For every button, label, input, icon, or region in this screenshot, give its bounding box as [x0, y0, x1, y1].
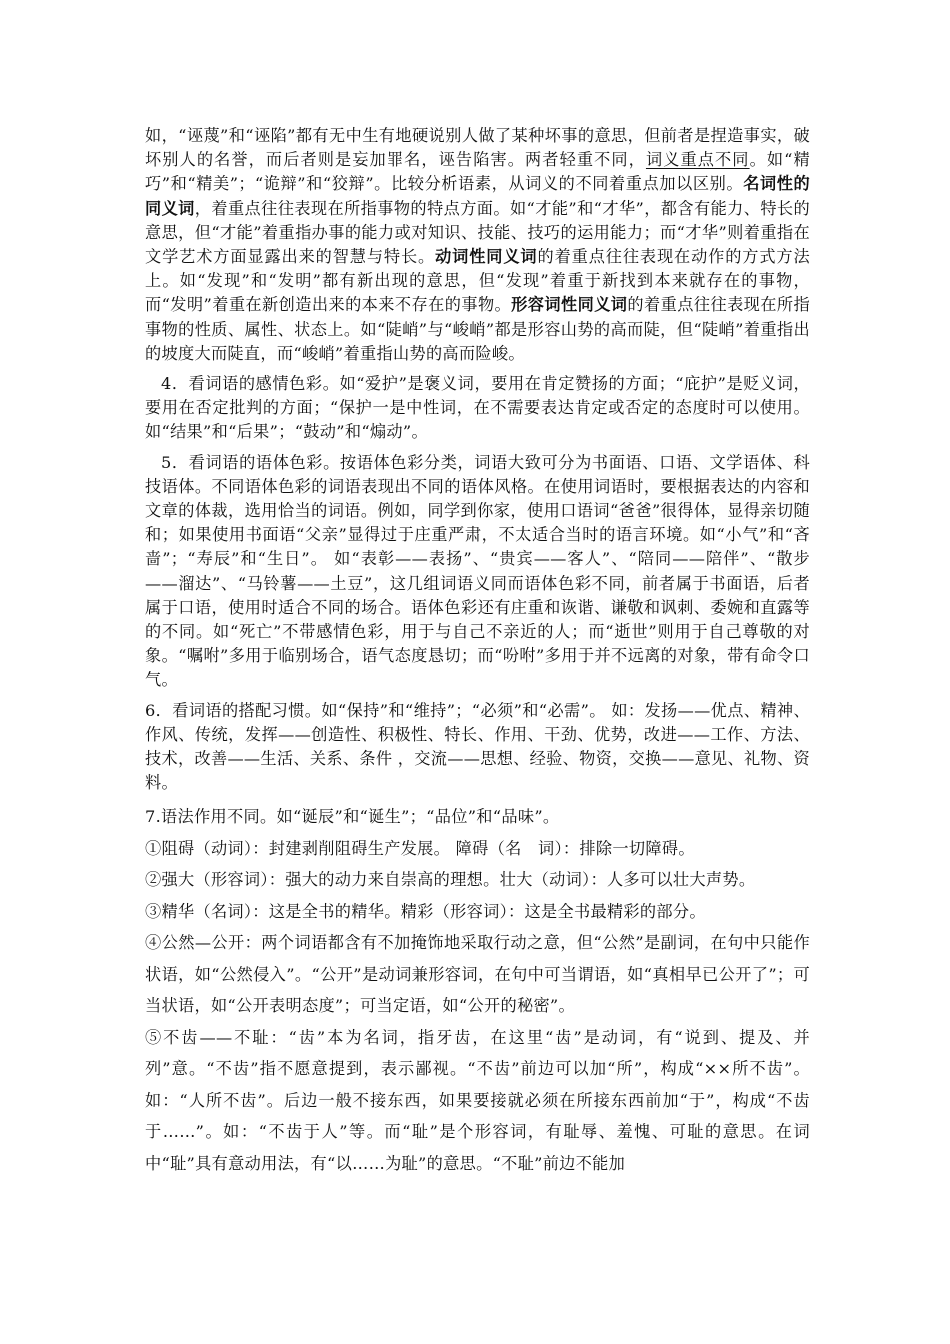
bold-term-verb: 动词性同义词 [435, 247, 538, 267]
list-item-2: ②强大（形容词）：强大的动力来自崇高的理想。壮大（动词）：人多可以壮大声势。 [145, 870, 756, 890]
paragraph-collocation: 6．看词语的搭配习惯。如“保持”和“维持”；“必须”和“必需”。 如：发扬——优点、精神、作风、传统，发挥——创造性、积极性、特长、作用、干劲、优势，改进——工作、方法、技术，改善——生活、关系、条件 ，交流——思想、经验、物资，交换——意见、礼物、资料。 [145, 700, 810, 793]
paragraph-register-color: 5．看词语的语体色彩。按语体色彩分类，词语大致可分为书面语、口语、文学语体、科技语体。不同语体色彩的词语表现出不同的语体风格。在使用词语时，要根据表达的内容和文章的体裁，选用恰当的词语。例如，同学到你家，使用口语词“爸爸”很得体，显得亲切随和；如果使用书面语“父亲”显得过于庄重严肃，不太适合当时的语言环境。如“小气”和“吝啬”；“寿辰”和“生日”。 如“表彰——表扬”、“贵宾——客人”、“陪同——陪伴”、“散步——溜达”、“马铃薯——土豆”，这几组词语义同而语体色彩不同，前者属于书面语，后者属于口语，使用时适合不同的场合。语体色彩还有庄重和诙谐、谦敬和讽刺、委婉和直露等的不同。如“死亡”不带感情色彩，用于与自己不亲近的人；而“逝世”则用于自己尊敬的对象。“嘱咐”多用于临别场合，语气态度恳切；而“吩咐”多用于并不远离的对象，带有命令口气。 [145, 452, 810, 690]
list-item-4: ④公然—公开：两个词语都含有不加掩饰地采取行动之意，但“公然”是副词，在句中只能作状语，如“公然侵入”。“公开”是动词兼形容词，在句中可当谓语，如“真相早已公开了”；可当状语，如“公开表明态度”；可当定语，如“公开的秘密”。 [145, 933, 810, 1016]
list-item-1: ①阻碍（动词）：封建剥削阻碍生产发展。 障碍（名 词）：排除一切障碍。 [145, 838, 695, 858]
paragraph-grammar-function: 7.语法作用不同。如“诞辰”和“诞生”；“品位”和“品味”。 [145, 807, 560, 827]
list-item-3: ③精华（名词）：这是全书的精华。精彩（形容词）：这是全书最精彩的部分。 [145, 901, 706, 921]
bold-term-noun: 名词性的同义词 [145, 174, 810, 218]
underlined-heading: 词义重点不同 [645, 150, 750, 170]
bold-term-adjective: 形容词性同义词 [511, 295, 628, 315]
document-page [145, 124, 810, 1179]
list-item-5: ⑤不齿——不耻：“齿”本为名词，指牙齿，在这里“齿”是动词，有“说到、提及、并列”意。“不齿”指不愿意提到，表示鄙视。“不齿”前边可以加“所”，构成“××所不齿”。如：“人所不齿”。后边一般不接东西，如果要接就必须在所接东西前加“于”，构成“不齿于……”。如：“不齿于人”等。而“耻”是个形容词，有耻辱、羞愧、可耻的意思。在词中“耻”具有意动用法，有“以……为耻”的意思。“不耻”前边不能加 [145, 1027, 810, 1173]
paragraph-emotional-color: 4．看词语的感情色彩。如“爱护”是褒义词，要用在肯定赞扬的方面；“庇护”是贬义词，要用在否定批判的方面；“保护一是中性词，在不需要表达肯定或否定的态度时可以使用。如“结果”和“后果”；“鼓动”和“煽动”。 [145, 374, 810, 442]
paragraph-synonym-focus: 如，“诬蔑”和“诬陷”都有无中生有地硬说别人做了某种坏事的意思，但前者是捏造事实，破坏别人的名誉，而后者则是妄加罪名，诬告陷害。两者轻重不同，词义重点不同。如“精巧”和“精美”；“诡辩”和“狡辩”。比较分析语素，从词义的不同着重点加以区别。名词性的同义词，着重点往往表现在所指事物的特点方面。如“才能”和“才华”，都含有能力、特长的意思，但“才能”着重指办事的能力或对知识、技能、技巧的运用能力；而“才华”则着重指在文学艺术方面显露出来的智慧与特长。动词性同义词的着重点往往表现在动作的方式方法上。如“发现”和“发明”都有新出现的意思，但“发现”着重于新找到本来就存在的事物，而“发明”着重在新创造出来的本来不存在的事物。形容词性同义词的着重点往往表现在所指事物的性质、属性、状态上。如“陡峭”与“峻峭”都是形容山势的高而陡，但“陡峭”着重指出的坡度大而陡直，而“峻峭”着重指山势的高而险峻。 [145, 126, 810, 363]
